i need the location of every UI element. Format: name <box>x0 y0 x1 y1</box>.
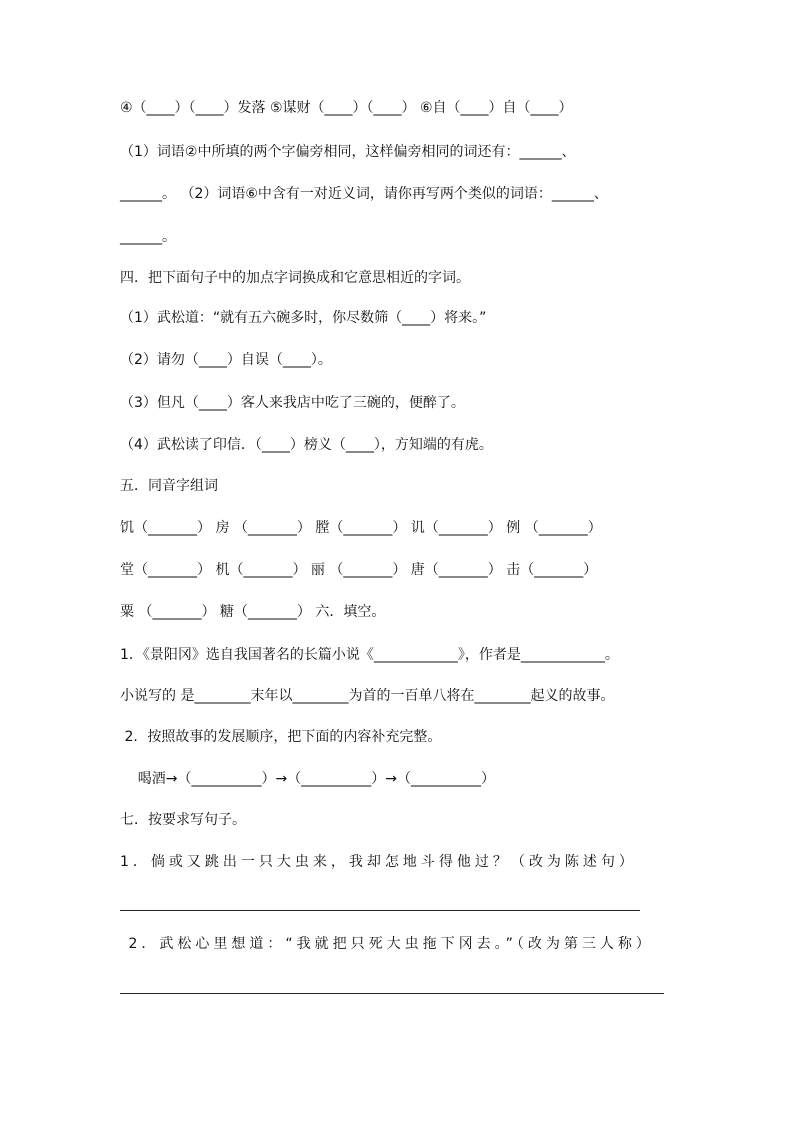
question-1-2-text: ______。 （2）词语⑥中含有一对近义词，请你再写两个类似的词语：______、 <box>120 186 608 202</box>
section-4-heading: 四．把下面句子中的加点字词换成和它意思相近的字词。 <box>120 270 470 286</box>
question-2-answer-blank: ______。 <box>120 229 176 245</box>
homophone-row-1: 饥（_______） 房 （_______） 膛（_______） 讥（_______） 例 （_______） <box>120 520 602 536</box>
story-sequence-row: 喝酒→（__________）→（__________）→（__________） <box>120 771 495 787</box>
section-7-heading: 七．按要求写句子。 <box>120 812 246 828</box>
homophone-row-3: 粟 （_______） 糖（_______） 六．填空。 <box>120 604 386 620</box>
section-5-heading: 五．同音字组词 <box>120 478 218 494</box>
section-4-item-2: （2）请勿（____）自误（____）。 <box>120 352 332 368</box>
homophone-row-2: 堂（_______） 机（_______） 丽 （_______） 唐（_______） 击（_______） <box>120 562 598 578</box>
section-4-item-1: （1）武松道：“就有五六碗多时，你尽数筛（____）将来。” <box>120 310 487 326</box>
section-4-item-4: （4）武松读了印信．（____）榜义（____），方知端的有虎。 <box>120 437 493 453</box>
section-6-item-2: 2．按照故事的发展顺序，把下面的内容补充完整。 <box>120 729 442 745</box>
question-1-text: （1）词语②中所填的两个字偏旁相同，这样偏旁相同的词还有：______、 <box>120 144 576 160</box>
answer-line-2 <box>120 993 664 994</box>
section-4-item-3: （3）但凡（____）客人来我店中吃了三碗的，便醉了。 <box>120 395 465 411</box>
answer-line-1 <box>120 910 640 911</box>
section-6-item-1: 1．《景阳冈》选自我国著名的长篇小说《____________》，作者是____________。 <box>120 647 619 663</box>
section-7-item-1: 1．倘或又跳出一只大虫来，我却怎地斗得他过？（改为陈述句） <box>120 854 637 870</box>
section-6-item-1-cont: 小说写的 是________末年以________为首的一百单八将在________起义的故事。 <box>120 688 615 704</box>
fill-blank-row-4-6: ④（____）（____）发落 ⑤谋财（____）（____） ⑥自（____）自（____） <box>120 100 573 116</box>
section-7-item-2: 2．武松心里想道：“我就把只死大虫拖下冈去。”（改为第三人称） <box>120 936 654 952</box>
